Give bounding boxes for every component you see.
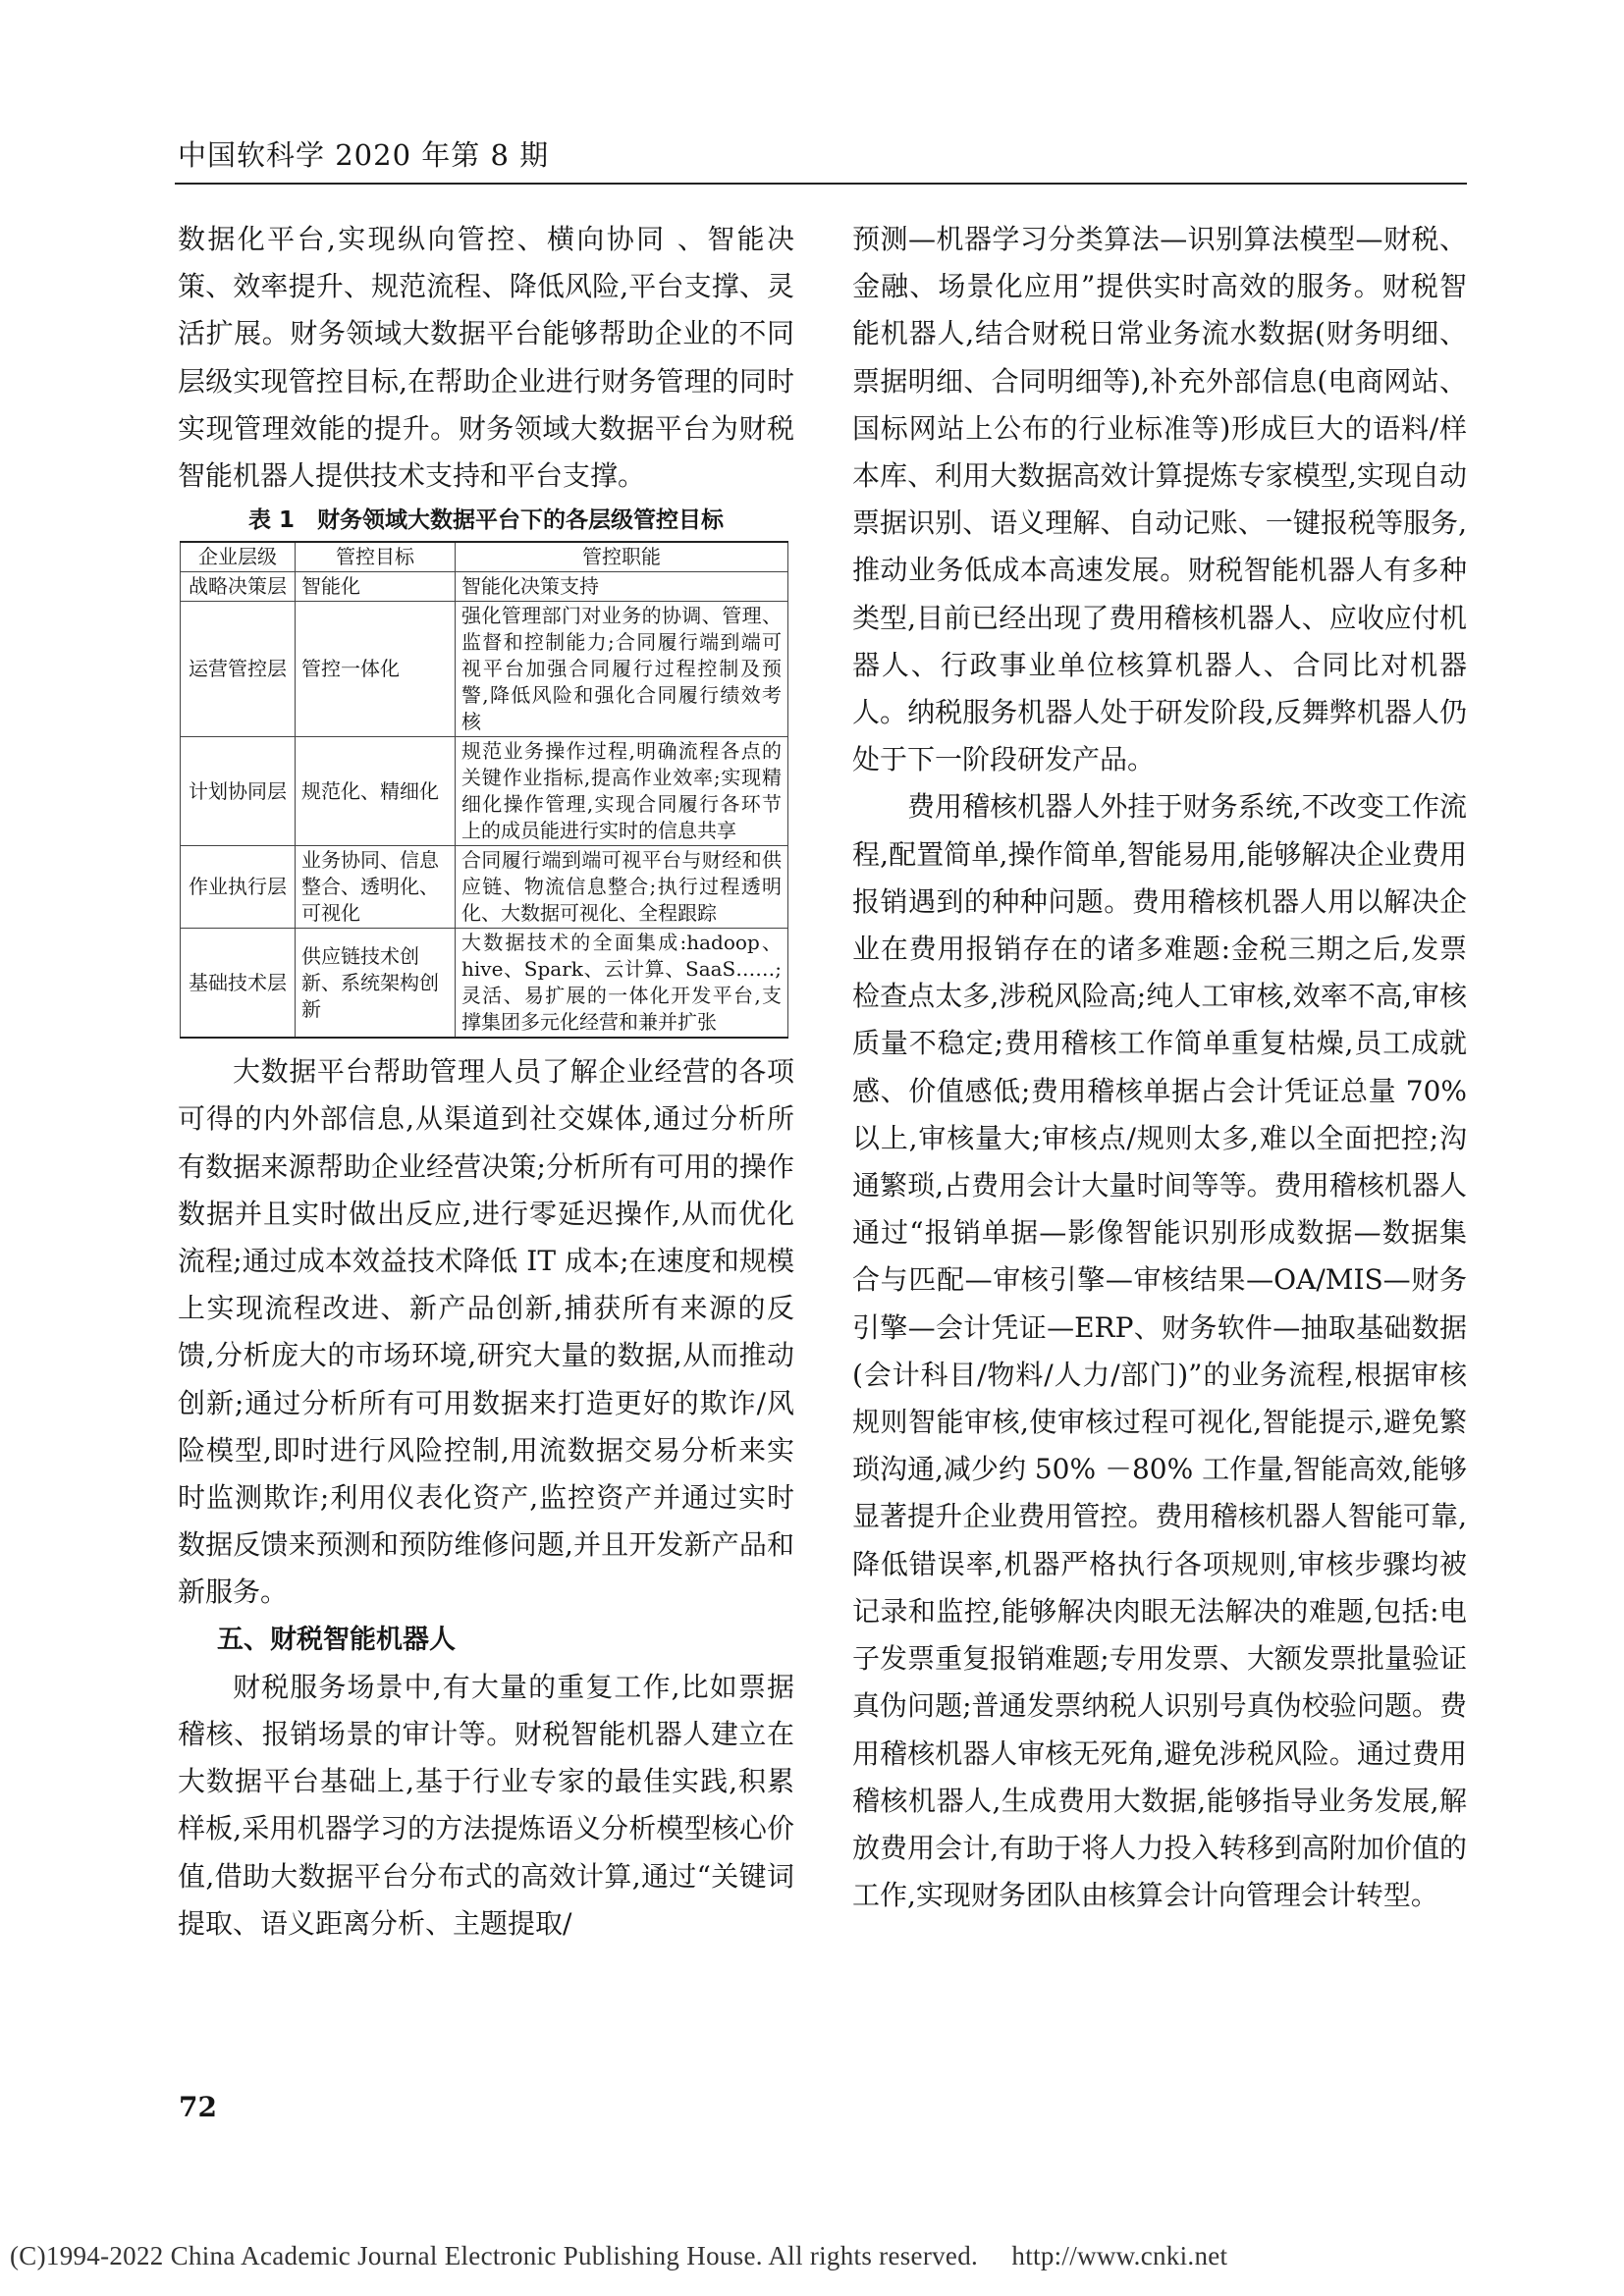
table-header-cell: 管控目标 <box>296 542 456 572</box>
control-targets-table <box>180 541 788 1039</box>
table-header-cell: 企业层级 <box>181 542 296 572</box>
copyright-footer: (C)1994-2022 China Academic Journal Electronic Publishing House. All rights reserved. http://www.cnki.net <box>10 2241 1228 2270</box>
table-title: 表 1 财务领域大数据平台下的各层级管控目标 <box>247 507 724 534</box>
table-cell-function: 规范业务操作过程,明确流程各点的关键作业指标,提高作业效率;实现精细化操作管理,实现合同履行各环节上的成员能进行实时的信息共享 <box>456 737 788 846</box>
table-cell-target: 规范化、精细化 <box>296 737 456 846</box>
table-cell-function: 大数据技术的全面集成:hadoop、hive、Spark、云计算、SaaS……;灵活、易扩展的一体化开发平台,支撑集团多元化经营和兼并扩张 <box>456 929 788 1039</box>
left-paragraph-2: 大数据平台帮助管理人员了解企业经营的各项可得的内外部信息,从渠道到社交媒体,通过分析所有数据来源帮助企业经营决策;分析所有可用的操作数据并且实时做出反应,进行零延迟操作,从而优化流程;通过成本效益技术降低 IT 成本;在速度和规模上实现流程改进、新产品创新,捕获所有来源的反馈,分析庞大的市场环境,研究大量的数据,从而推动创新;通过分析所有可用数据来打造更好的欺诈/风险模型,即时进行风险控制,用流数据交易分析来实时监测欺诈;利用仪表化资产,监控资产并通过实时数据反馈来预测和预防维修问题,并且开发新产品和新服务。 <box>178 1055 794 1609</box>
table-cell-level: 运营管控层 <box>181 602 296 737</box>
table-cell-function: 强化管理部门对业务的协调、管理、监督和控制能力;合同履行端到端可视平台加强合同履行过程控制及预警,降低风险和强化合同履行绩效考核 <box>456 602 788 737</box>
table-row <box>181 572 788 602</box>
table-cell-function: 合同履行端到端可视平台与财经和供应链、物流信息整合;执行过程透明化、大数据可视化、全程跟踪 <box>456 846 788 929</box>
table-cell-level: 作业执行层 <box>181 846 296 929</box>
table-cell-target: 管控一体化 <box>296 602 456 737</box>
right-column <box>852 216 1467 1919</box>
table-cell-level: 战略决策层 <box>181 572 296 602</box>
right-paragraph-2: 费用稽核机器人外挂于财务系统,不改变工作流程,配置简单,操作简单,智能易用,能够解决企业费用报销遇到的种种问题。费用稽核机器人用以解决企业在费用报销存在的诸多难题:金税三期之后,发票检查点太多,涉税风险高;纯人工审核,效率不高,审核质量不稳定;费用稽核工作简单重复枯燥,员工成就感、价值感低;费用稽核单据占会计凭证总量 70% 以上,审核量大;审核点/规则太多,难以全面把控;沟通繁琐,占费用会计大量时间等等。费用稽核机器人通过“报销单据—影像智能识别形成数据—数据集合与匹配—审核引擎—审核结果—OA/MIS—财务引擎—会计凭证—ERP、财务软件—抽取基础数据(会计科目/物料/人力/部门)”的业务流程,根据审核规则智能审核,使审核过程可视化,智能提示,避免繁琐沟通,减少约 50% －80% 工作量,智能高效,能够显著提升企业费用管控。费用稽核机器人智能可靠,降低错误率,机器严格执行各项规则,审核步骤均被记录和监控,能够解决肉眼无法解决的难题,包括:电子发票重复报销难题;专用发票、大额发票批量验证真伪问题;普通发票纳税人识别号真伪校验问题。费用稽核机器人审核无死角,避免涉税风险。通过费用稽核机器人,生成费用大数据,能够指导业务发展,解放费用会计,有助于将人力投入转移到高附加价值的工作,实现财务团队由核算会计向管理会计转型。 <box>852 790 1467 1912</box>
table-cell-level: 基础技术层 <box>181 929 296 1039</box>
table-row <box>181 846 788 929</box>
table-cell-target: 智能化 <box>296 572 456 602</box>
table-header-cell: 管控职能 <box>456 542 788 572</box>
header-rule <box>175 183 1467 185</box>
left-paragraph-3: 财税服务场景中,有大量的重复工作,比如票据稽核、报销场景的审计等。财税智能机器人建立在大数据平台基础上,基于行业专家的最佳实践,积累样板,采用机器学习的方法提炼语义分析模型核心价值,借助大数据平台分布式的高效计算,通过“关键词提取、语义距离分析、主题提取/ <box>178 1670 794 1940</box>
table-cell-target: 供应链技术创新、系统架构创新 <box>296 929 456 1039</box>
table-cell-target: 业务协同、信息整合、透明化、可视化 <box>296 846 456 929</box>
table-row <box>181 737 788 846</box>
right-paragraph-1: 预测—机器学习分类算法—识别算法模型—财税、金融、场景化应用”提供实时高效的服务。财税智能机器人,结合财税日常业务流水数据(财务明细、票据明细、合同明细等),补充外部信息(电商网站、国标网站上公布的行业标准等)形成巨大的语料/样本库、利用大数据高效计算提炼专家模型,实现自动票据识别、语义理解、自动记账、一键报税等服务,推动业务低成本高速发展。财税智能机器人有多种类型,目前已经出现了费用稽核机器人、应收应付机器人、行政事业单位核算机器人、合同比对机器人。纳税服务机器人处于研发阶段,反舞弊机器人仍处于下一阶段研发产品。 <box>852 223 1467 776</box>
left-paragraph-1: 数据化平台,实现纵向管控、横向协同 、智能决策、效率提升、规范流程、降低风险,平台支撑、灵活扩展。财务领域大数据平台能够帮助企业的不同层级实现管控目标,在帮助企业进行财务管理的同时实现管理效能的提升。财务领域大数据平台为财税智能机器人提供技术支持和平台支撑。 <box>178 223 794 493</box>
journal-header: 中国软科学 2020 年第 8 期 <box>178 138 550 172</box>
page-number: 72 <box>179 2091 217 2123</box>
table-1 <box>178 504 794 1039</box>
table-cell-function: 智能化决策支持 <box>456 572 788 602</box>
section-title: 五、财税智能机器人 <box>217 1624 456 1655</box>
table-row <box>181 929 788 1039</box>
table-cell-level: 计划协同层 <box>181 737 296 846</box>
table-header-row <box>181 542 788 572</box>
table-row <box>181 602 788 737</box>
left-column <box>178 216 794 1948</box>
